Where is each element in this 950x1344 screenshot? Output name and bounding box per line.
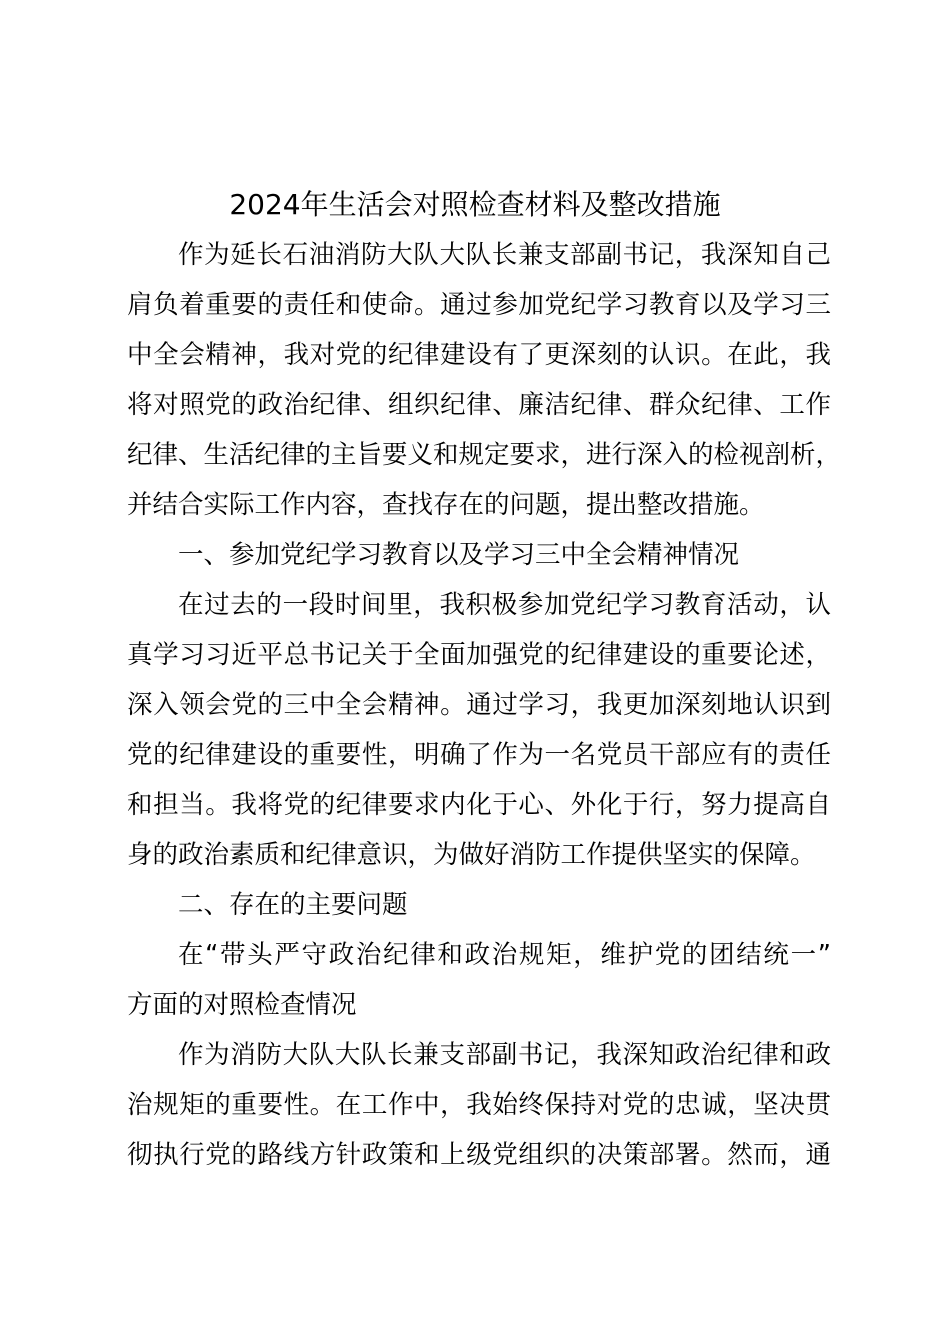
document-title: 2024年生活会对照检查材料及整改措施 [229,188,721,221]
text-line: 并结合实际工作内容，查找存在的问题，提出整改措施。 [127,490,765,520]
text-line: 纪律、生活纪律的主旨要义和规定要求，进行深入的检视剖析， [127,440,842,470]
paragraph [127,1030,831,1180]
text-line: 一、参加党纪学习教育以及学习三中全会精神情况 [178,540,740,570]
section-heading [127,530,831,580]
text-line: 治规矩的重要性。在工作中，我始终保持对党的忠诚，坚决贯 [127,1090,831,1120]
text-line: 党的纪律建设的重要性，明确了作为一名党员干部应有的责任 [127,740,831,770]
text-line: 深入领会党的三中全会精神。通过学习，我更加深刻地认识到 [127,690,831,720]
paragraph [127,930,831,1030]
text-line: 彻执行党的路线方针政策和上级党组织的决策部署。然而，通 [127,1140,831,1170]
document-body [127,230,842,1180]
text-line: 在“带头严守政治纪律和政治规矩，维护党的团结统一” [178,940,831,970]
text-line: 作为延长石油消防大队大队长兼支部副书记，我深知自己 [178,240,831,270]
text-line: 二、存在的主要问题 [178,890,408,920]
text-line: 肩负着重要的责任和使命。通过参加党纪学习教育以及学习三 [127,290,831,320]
section-heading [127,880,831,930]
text-line: 将对照党的政治纪律、组织纪律、廉洁纪律、群众纪律、工作 [127,390,831,420]
paragraph [127,230,842,530]
text-line: 和担当。我将党的纪律要求内化于心、外化于行，努力提高自 [127,790,831,820]
paragraph [127,580,831,880]
text-line: 方面的对照检查情况 [127,990,357,1020]
text-line: 身的政治素质和纪律意识，为做好消防工作提供坚实的保障。 [127,840,816,870]
text-line: 真学习习近平总书记关于全面加强党的纪律建设的重要论述， [127,640,831,670]
text-line: 在过去的一段时间里，我积极参加党纪学习教育活动，认 [178,590,831,620]
text-line: 中全会精神，我对党的纪律建设有了更深刻的认识。在此，我 [127,340,831,370]
text-line: 作为消防大队大队长兼支部副书记，我深知政治纪律和政 [178,1040,831,1070]
